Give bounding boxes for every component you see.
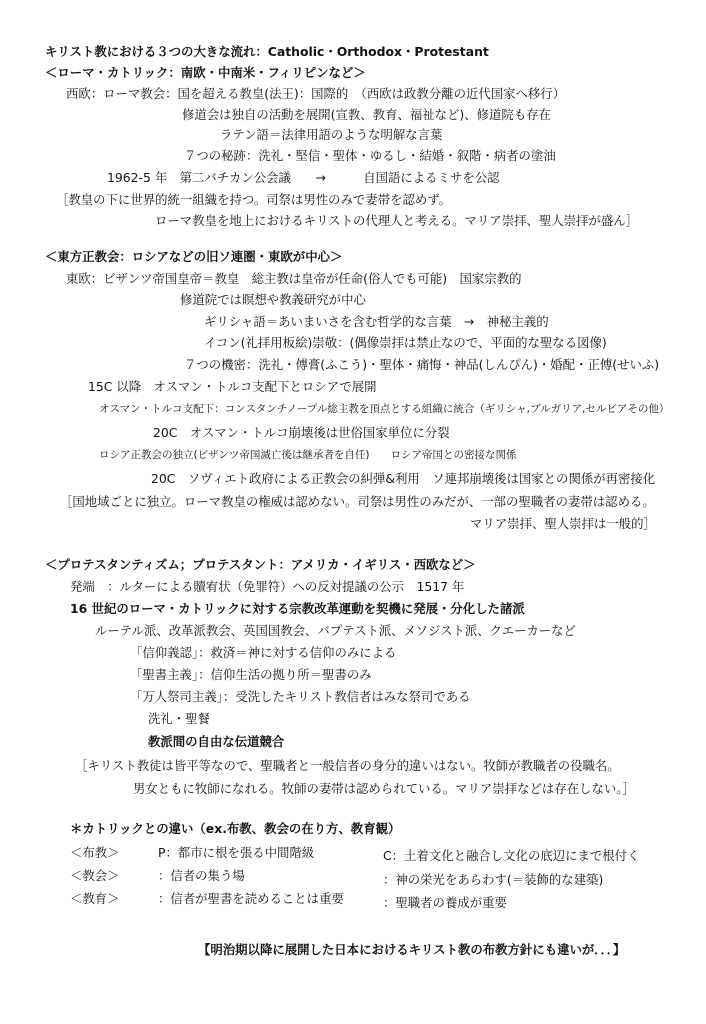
- catholic-note: ［教皇の下に世界的統一組織を持つ。司祭は男性のみで妻帯を認めず。: [56, 192, 452, 207]
- protestant-note: ［キリスト教徒は皆平等なので、聖職者と一般信者の身分的違いはない。牧師が教職者の役職名。: [75, 758, 620, 773]
- catholic-line: 西欧：ローマ教会：国を超える教皇(法王)：国際的 （西欧は政教分離の近代国家へ移行）: [66, 86, 566, 101]
- catholic-line: ７つの秘跡：洗礼・堅信・聖体・ゆるし・結婚・叙階・病者の塗油: [184, 148, 556, 163]
- orthodox-line: 20C ソヴィエト政府による正教会の糾弾&利用 ソ連邦崩壊後は国家との関係が再密接化: [151, 471, 656, 486]
- document-title: キリスト教における３つの大きな流れ：Catholic・Orthodox・Protestant: [45, 44, 489, 59]
- protestant-note: 男女ともに牧師になれる。牧師の妻帯は認められている。マリア崇拝などは存在しない。］: [133, 781, 635, 796]
- comparison-label: ＜教会＞: [70, 868, 120, 883]
- orthodox-line: 東欧：ビザンツ帝国皇帝＝教皇 総主教は皇帝が任命(俗人でも可能) 国家宗教的: [66, 271, 522, 286]
- protestant-line: 16 世紀のローマ・カトリックに対する宗教改革運動を契機に発展・分化した諸派: [70, 601, 525, 616]
- orthodox-line: イコン(礼拝用板絵)崇敬：(偶像崇拝は禁止なので、平面的な聖なる図像): [204, 335, 607, 350]
- orthodox-line: ロシア正教会の独立(ビザンツ帝国滅亡後は継承者を自任) ロシア帝国との密接な関係: [99, 449, 517, 461]
- orthodox-line: ７つの機密：洗礼・傅膏(ふこう)・聖体・痛悔・神品(しんぴん)・婚配・正傅(せいふ): [184, 357, 660, 372]
- protestant-line: 洗礼・聖餐: [148, 711, 210, 726]
- orthodox-line: 15C 以降 オスマン・トルコ支配下とロシアで展開: [88, 379, 377, 394]
- catholic-header: ＜ローマ・カトリック：南欧・中南米・フィリピンなど＞: [45, 65, 366, 80]
- protestant-line: 「万人祭司主義」：受洗したキリスト教信者はみな祭司である: [130, 689, 471, 704]
- orthodox-line: オスマン・トルコ支配下：コンスタンチノープル総主教を頂点とする組織に統合（ギリシャ,ブルガリア,セルビアその他）: [99, 403, 670, 415]
- orthodox-note: マリア崇拝、聖人崇拝は一般的］: [470, 516, 656, 531]
- protestant-line: 「信仰義認」：救済＝神に対する信仰のみによる: [130, 645, 397, 660]
- catholic-line: 修道会は独自の活動を展開(宣教、教育、福祉など)、修道院も存在: [182, 107, 551, 122]
- protestant-line: ルーテル派、改革派教会、英国国教会、バプテスト派、メソジスト派、クエーカーなど: [95, 623, 576, 638]
- catholic-note: ローマ教皇を地上におけるキリストの代理人と考える。マリア崇拝、聖人崇拝が盛ん］: [155, 213, 638, 228]
- comparison-protestant: ：信者が聖書を読めることは重要: [158, 891, 344, 906]
- orthodox-note: ［国地域ごとに独立。ローマ教皇の権威は認めない。司祭は男性のみだが、一部の聖職者の妻帯は認める。: [60, 494, 655, 509]
- comparison-header: ＊カトリックとの違い（ex.布教、教会の在り方、教育観）: [70, 821, 401, 836]
- orthodox-line: ギリシャ語＝あいまいさを含む哲学的な言葉 → 神秘主義的: [204, 314, 549, 329]
- catholic-line: ラテン語＝法律用語のような明解な言葉: [220, 127, 443, 142]
- orthodox-header: ＜東方正教会：ロシアなどの旧ソ連圏・東欧が中心＞: [45, 249, 343, 264]
- orthodox-line: 修道院では瞑想や教義研究が中心: [180, 292, 366, 307]
- comparison-protestant: ：信者の集う場: [158, 868, 245, 883]
- comparison-catholic: C：土着文化と融合し文化の底辺にまで根付く: [383, 848, 640, 863]
- orthodox-line: 20C オスマン・トルコ崩壊後は世俗国家単位に分裂: [153, 425, 450, 440]
- protestant-line: 発端 ：ルターによる贖宥状（免罪符）への反対提議の公示 1517 年: [70, 579, 465, 594]
- comparison-catholic: ：聖職者の養成が重要: [383, 895, 507, 910]
- protestant-line: 「聖書主義」：信仰生活の拠り所＝聖書のみ: [130, 667, 372, 682]
- catholic-line: 1962-5 年 第二バチカン公会議 → 自国語によるミサを公認: [107, 170, 500, 185]
- comparison-protestant: P：都市に根を張る中間階級: [158, 845, 315, 860]
- protestant-header: ＜プロテスタンティズム；プロテスタント：アメリカ・イギリス・西欧など＞: [45, 557, 476, 572]
- footer-note: 【明治期以降に展開した日本におけるキリスト教の布教方針にも違いが．．．】: [198, 942, 626, 957]
- protestant-line: 教派間の自由な伝道競合: [148, 734, 285, 749]
- comparison-label: ＜教育＞: [70, 891, 120, 906]
- comparison-catholic: ：神の栄光をあらわす(＝装飾的な建築): [383, 872, 604, 887]
- comparison-label: ＜布教＞: [70, 845, 120, 860]
